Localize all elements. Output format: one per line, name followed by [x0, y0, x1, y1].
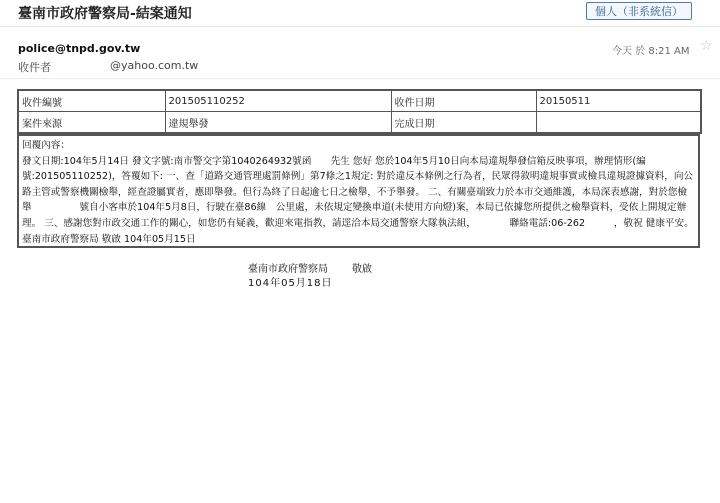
case-source-label: 案件來源: [18, 112, 165, 134]
receive-date-value: 20150511: [536, 90, 701, 112]
signature-org: 臺南市政府警察局: [248, 264, 328, 275]
table-row: [18, 112, 701, 134]
reply-body: 發文日期:104年5月14日 發文字號:南市警交字第1040264932號函 先生 您好 您於104年5月10日向本局違規舉發信箱反映事項，辦理情形(編號:201505110252)，答覆如下: 一、查「道路交通管理處罰條例」第7條之1規定: 對於違反本條例之行為者，民眾得敘明違規事實或檢具違規證據資料，向公路主管或警察機關檢舉，經查證屬實者，應即舉發。但行為終了日起逾七日之檢舉，不予舉發。 二、有關臺端致力於本市交通維護，本局深表感謝，對於您檢舉 號自小客車於104年5月8日，行駛在臺86線 公里處，未依規定變換車道(未使用方向燈)案，本局已依據您所提供之檢舉資料，受依上開規定辦理。 三、感謝您對市政交通工作的關心，如您仍有疑義，歡迎來電指教，請逕洽本局交通警察大隊執法組， 聯絡電話:06-262 ，敬祝 健康平安。 臺南市政府警察局 敬啟 104年05月15日: [22, 155, 694, 245]
receive-date-label: 收件日期: [391, 90, 536, 112]
case-source-value: 違規舉發: [165, 112, 391, 134]
complete-date-label: 完成日期: [391, 112, 536, 134]
signature-date: 104年05月18日: [248, 278, 333, 289]
label-button[interactable]: 個人（非系統信）: [586, 2, 692, 20]
case-number-value: 201505110252: [165, 90, 391, 112]
recipient-address[interactable]: @yahoo.com.tw: [110, 59, 199, 72]
recipient-label: 收件者: [18, 61, 51, 74]
divider: [0, 78, 720, 79]
signature-closing: 敬啟: [352, 264, 372, 275]
subject-bar: [0, 0, 720, 27]
reply-content: [17, 134, 700, 248]
case-number-label: 收件編號: [18, 90, 165, 112]
table-row: [18, 90, 701, 112]
reply-heading: 回覆內容：: [22, 140, 70, 151]
sender-address[interactable]: police@tnpd.gov.tw: [18, 42, 141, 55]
star-icon[interactable]: ☆: [700, 38, 713, 54]
case-info-table: [17, 89, 702, 134]
email-subject: 臺南市政府警察局-結案通知: [18, 6, 192, 22]
email-timestamp: 今天 於 8:21 AM: [612, 46, 690, 57]
complete-date-value: [536, 112, 701, 134]
